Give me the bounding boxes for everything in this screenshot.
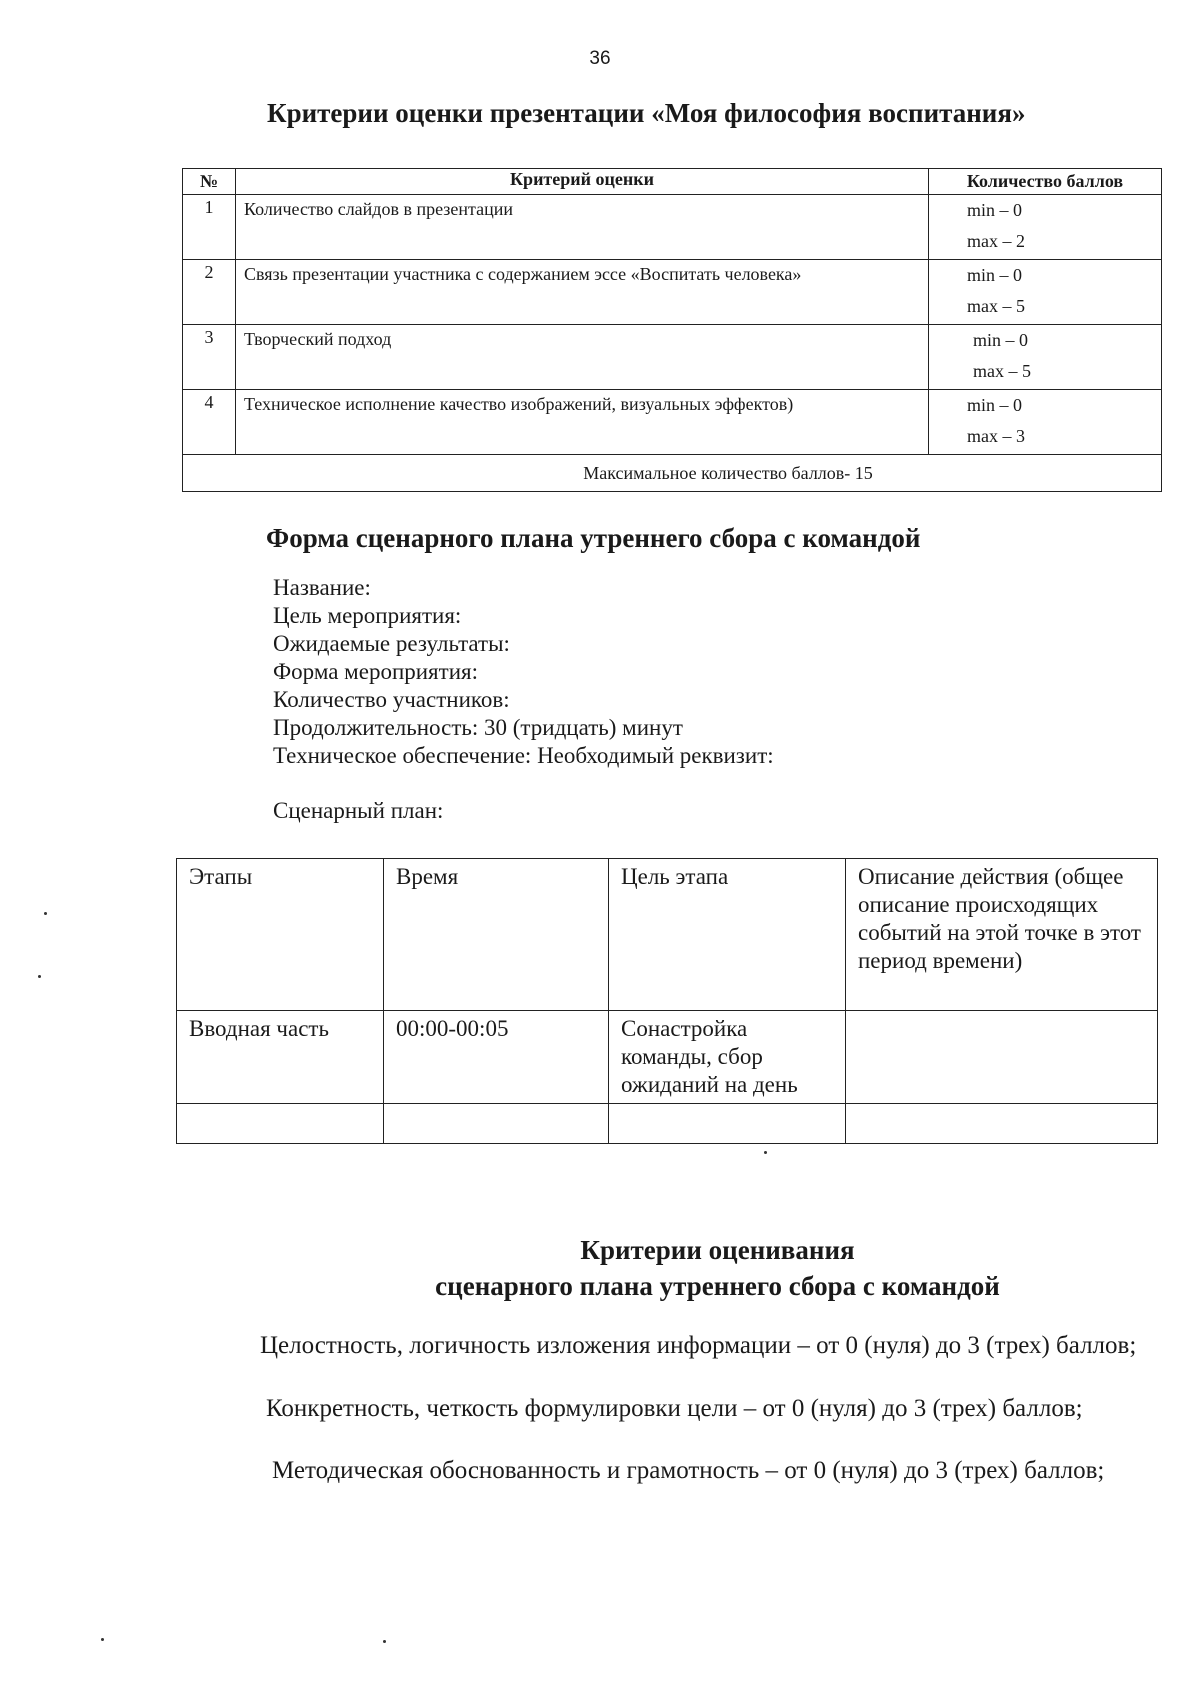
row-number: 1 xyxy=(183,195,236,260)
row-number: 4 xyxy=(183,390,236,455)
field-participants: Количество участников: xyxy=(273,687,510,712)
row-points xyxy=(929,260,1162,325)
field-name: Название: xyxy=(273,575,371,600)
table-header-row xyxy=(183,169,1162,195)
row-criterion: Количество слайдов в презентации xyxy=(236,195,929,260)
header-number: № xyxy=(183,169,236,195)
field-equipment: Техническое обеспечение: Необходимый реквизит: xyxy=(273,743,774,768)
row-points xyxy=(929,195,1162,260)
header-stage-goal: Цель этапа xyxy=(609,859,846,1011)
header-action-description: Описание действия (общее описание происходящих событий на этой точке в этот период времени) xyxy=(846,859,1158,1011)
presentation-criteria-table xyxy=(182,168,1162,492)
evaluation-criteria-title xyxy=(0,1232,1200,1304)
cell-stage: Вводная часть xyxy=(177,1011,384,1104)
scan-speck xyxy=(101,1638,104,1641)
cell-description xyxy=(846,1104,1158,1144)
row-points xyxy=(929,325,1162,390)
cell-stage xyxy=(177,1104,384,1144)
total-row xyxy=(183,455,1162,492)
row-criterion: Техническое исполнение качество изображений, визуальных эффектов) xyxy=(236,390,929,455)
max-points: max – 5 xyxy=(973,361,1031,381)
cell-time xyxy=(384,1104,609,1144)
cell-goal xyxy=(609,1104,846,1144)
scan-speck xyxy=(44,912,47,915)
header-points: Количество баллов xyxy=(929,169,1162,195)
presentation-criteria-title: Критерии оценки презентации «Моя философия воспитания» xyxy=(267,98,1026,128)
min-points: min – 0 xyxy=(967,265,1023,285)
form-field-list xyxy=(273,574,774,770)
cell-time: 00:00-00:05 xyxy=(384,1011,609,1104)
row-criterion: Творческий подход xyxy=(236,325,929,390)
table-row xyxy=(177,1104,1158,1144)
evaluation-title-line-1: Критерии оценивания xyxy=(580,1235,855,1265)
table-row xyxy=(177,1011,1158,1104)
table-row xyxy=(183,390,1162,455)
scenario-plan-label: Сценарный план: xyxy=(273,798,444,823)
field-goal: Цель мероприятия: xyxy=(273,603,462,628)
scan-speck xyxy=(38,975,41,978)
header-stages: Этапы xyxy=(177,859,384,1011)
cell-description xyxy=(846,1011,1158,1104)
max-total-points: Максимальное количество баллов- 15 xyxy=(183,455,1162,492)
field-duration: Продолжительность: 30 (тридцать) минут xyxy=(273,715,683,740)
min-points: min – 0 xyxy=(967,395,1023,415)
row-number: 2 xyxy=(183,260,236,325)
max-points: max – 5 xyxy=(967,296,1025,316)
table-row xyxy=(183,325,1162,390)
scenario-form-title: Форма сценарного плана утреннего сбора с командой xyxy=(266,523,921,553)
row-points xyxy=(929,390,1162,455)
page-number: 36 xyxy=(589,48,611,69)
min-points: min – 0 xyxy=(967,200,1023,220)
header-time: Время xyxy=(384,859,609,1011)
field-event-form: Форма мероприятия: xyxy=(273,659,478,684)
scan-speck xyxy=(383,1640,386,1643)
table-row xyxy=(183,260,1162,325)
criterion-paragraph: Целостность, логичность изложения информации – от 0 (нуля) до 3 (трех) баллов; xyxy=(260,1332,1137,1359)
scenario-plan-table xyxy=(176,858,1158,1144)
table-row xyxy=(183,195,1162,260)
row-criterion: Связь презентации участника с содержанием эссе «Воспитать человека» xyxy=(236,260,929,325)
field-expected-results: Ожидаемые результаты: xyxy=(273,631,510,656)
scan-speck xyxy=(764,1151,767,1154)
max-points: max – 2 xyxy=(967,231,1025,251)
criterion-paragraph: Методическая обоснованность и грамотность – от 0 (нуля) до 3 (трех) баллов; xyxy=(272,1457,1105,1484)
header-criterion: Критерий оценки xyxy=(236,169,929,195)
min-points: min – 0 xyxy=(973,330,1029,350)
table-header-row xyxy=(177,859,1158,1011)
criterion-paragraph: Конкретность, четкость формулировки цели – от 0 (нуля) до 3 (трех) баллов; xyxy=(266,1395,1083,1422)
cell-goal: Сонастройка команды, сбор ожиданий на день xyxy=(609,1011,846,1104)
evaluation-title-line-2: сценарного плана утреннего сбора с командой xyxy=(435,1271,1000,1301)
row-number: 3 xyxy=(183,325,236,390)
max-points: max – 3 xyxy=(967,426,1025,446)
